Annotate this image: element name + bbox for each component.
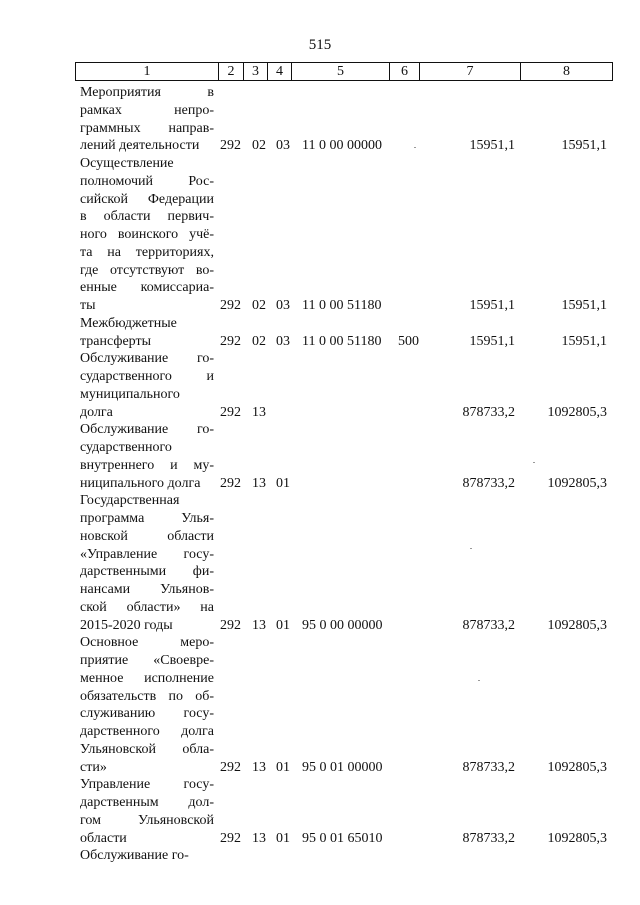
page-number: 515 bbox=[308, 37, 332, 53]
cell-c3: 02 bbox=[252, 333, 266, 349]
row-label-line: муниципального bbox=[80, 386, 180, 402]
cell-c5: 11 0 00 51180 bbox=[302, 298, 382, 313]
cell-c5: 95 0 01 65010 bbox=[302, 830, 383, 846]
row-label-line: Управление госу- bbox=[80, 777, 214, 793]
row-label-line: Обслуживание го- bbox=[80, 422, 214, 438]
row-label-line: программа Улья- bbox=[80, 511, 214, 526]
scan-speck bbox=[414, 147, 416, 148]
cell-c2: 292 bbox=[220, 830, 241, 846]
row-label-line: трансферты bbox=[80, 333, 152, 349]
column-header-1: 1 bbox=[76, 63, 219, 80]
scan-speck bbox=[470, 548, 472, 549]
cell-c3: 13 bbox=[252, 617, 266, 633]
row-label bbox=[80, 84, 214, 155]
cell-c8: 1092805,3 bbox=[547, 830, 607, 846]
table-header bbox=[75, 62, 613, 81]
row-label-line: сийской Федерации bbox=[80, 191, 214, 207]
row-label-line: нансами Ульянов- bbox=[80, 582, 214, 597]
row-label-line: сударственного и bbox=[80, 369, 214, 384]
cell-c4: 03 bbox=[276, 138, 290, 154]
cell-c3: 13 bbox=[252, 759, 266, 775]
row-label-line: новской области bbox=[80, 528, 214, 544]
row-label-line: Обслуживание го- bbox=[80, 351, 214, 367]
cell-c5: 95 0 00 00000 bbox=[302, 617, 383, 633]
row-label-line: Обслуживание го- bbox=[80, 848, 189, 864]
cell-c3: 02 bbox=[252, 298, 266, 313]
row-label-line: Межбюджетные bbox=[80, 315, 177, 331]
cell-c8: 1092805,3 bbox=[547, 404, 607, 420]
cell-c7: 878733,2 bbox=[462, 759, 515, 775]
cell-c7: 878733,2 bbox=[462, 475, 515, 491]
cell-c6: 500 bbox=[398, 333, 419, 349]
scan-speck bbox=[478, 680, 480, 681]
cell-c2: 292 bbox=[220, 333, 241, 349]
cell-c8: 15951,1 bbox=[561, 298, 607, 313]
column-header-4: 4 bbox=[268, 63, 292, 80]
row-label bbox=[80, 155, 214, 315]
cell-c4: 03 bbox=[276, 298, 290, 313]
row-label-line: долга bbox=[80, 404, 113, 420]
cell-c7: 15951,1 bbox=[469, 298, 515, 313]
row-label-line: Ульяновской обла- bbox=[80, 741, 214, 757]
cell-c7: 878733,2 bbox=[462, 617, 515, 633]
cell-c2: 292 bbox=[220, 298, 241, 313]
row-label bbox=[80, 350, 214, 421]
row-label bbox=[80, 634, 214, 776]
cell-c5: 95 0 01 00000 bbox=[302, 759, 383, 775]
cell-c3: 13 bbox=[252, 404, 266, 420]
cell-c3: 02 bbox=[252, 138, 266, 154]
row-label-line: внутреннего и му- bbox=[80, 457, 214, 473]
row-label-line: в области первич- bbox=[80, 209, 214, 225]
row-label-line: ниципального долга bbox=[80, 475, 201, 491]
cell-c2: 292 bbox=[220, 475, 241, 491]
column-header-8: 8 bbox=[563, 64, 570, 79]
column-header-7: 7 bbox=[420, 63, 521, 80]
cell-c4: 01 bbox=[276, 617, 290, 633]
row-label-line: рамках непро- bbox=[80, 102, 214, 118]
row-label-line: 2015-2020 годы bbox=[80, 617, 173, 633]
cell-c2: 292 bbox=[220, 617, 241, 633]
row-label bbox=[80, 847, 214, 865]
row-label bbox=[80, 315, 214, 351]
cell-c4: 01 bbox=[276, 759, 290, 775]
cell-c2: 292 bbox=[220, 404, 241, 420]
cell-c2: 292 bbox=[220, 759, 241, 775]
row-label-line: дарственными фи- bbox=[80, 564, 214, 580]
cell-c5: 11 0 00 51180 bbox=[302, 333, 382, 349]
cell-c8: 1092805,3 bbox=[547, 617, 607, 633]
cell-c4: 03 bbox=[276, 333, 290, 349]
cell-c7: 878733,2 bbox=[462, 830, 515, 846]
cell-c4: 01 bbox=[276, 830, 290, 846]
row-label-line: полномочий Рос- bbox=[80, 173, 214, 189]
row-label-line: та на территориях, bbox=[80, 244, 214, 260]
row-label-line: гом Ульяновской bbox=[80, 812, 214, 828]
cell-c8: 15951,1 bbox=[561, 138, 607, 154]
column-header-3: 3 bbox=[244, 63, 268, 80]
cell-c4: 01 bbox=[276, 475, 290, 491]
cell-c2: 292 bbox=[220, 138, 241, 154]
row-label-line: граммных направ- bbox=[80, 120, 214, 136]
row-label-line: Осуществление bbox=[80, 156, 174, 171]
row-label bbox=[80, 776, 214, 847]
row-label-line: лений деятельности bbox=[80, 138, 200, 154]
row-label-line: Мероприятия в bbox=[80, 85, 214, 100]
row-label-line: «Управление госу- bbox=[80, 546, 214, 562]
scan-speck bbox=[533, 462, 535, 463]
cell-c3: 13 bbox=[252, 830, 266, 846]
column-header-5: 5 bbox=[292, 63, 390, 80]
row-label-line: служиванию госу- bbox=[80, 706, 214, 722]
row-label-line: сти» bbox=[80, 759, 107, 775]
row-label-line: дарственным дол- bbox=[80, 795, 214, 810]
row-label-line: дарственного долга bbox=[80, 724, 214, 739]
row-label-line: где отсутствуют во- bbox=[80, 262, 214, 278]
row-label-line: обязательств по об- bbox=[80, 688, 214, 704]
cell-c7: 878733,2 bbox=[462, 404, 515, 420]
cell-c5: 11 0 00 00000 bbox=[302, 138, 382, 154]
row-label-line: ты bbox=[80, 298, 96, 313]
cell-c8: 1092805,3 bbox=[547, 475, 607, 491]
row-label-line: ской области» на bbox=[80, 599, 214, 615]
row-label-line: области bbox=[80, 830, 127, 846]
row-label-line: приятие «Своевре- bbox=[80, 653, 214, 668]
row-label-line: сударственного bbox=[80, 440, 172, 455]
cell-c8: 15951,1 bbox=[561, 333, 607, 349]
row-label bbox=[80, 492, 214, 634]
column-header-6: 6 bbox=[390, 63, 420, 80]
row-label-line: енные комиссариа- bbox=[80, 280, 214, 296]
cell-c8: 1092805,3 bbox=[547, 759, 607, 775]
cell-c7: 15951,1 bbox=[469, 138, 515, 154]
row-label-line: ного воинского учё- bbox=[80, 227, 214, 242]
cell-c7: 15951,1 bbox=[469, 333, 515, 349]
row-label-line: Государственная bbox=[80, 493, 180, 509]
row-label-line: менное исполнение bbox=[80, 670, 214, 686]
row-label-line: Основное меро- bbox=[80, 635, 214, 651]
row-label bbox=[80, 421, 214, 492]
column-header-2: 2 bbox=[219, 63, 244, 80]
cell-c3: 13 bbox=[252, 475, 266, 491]
